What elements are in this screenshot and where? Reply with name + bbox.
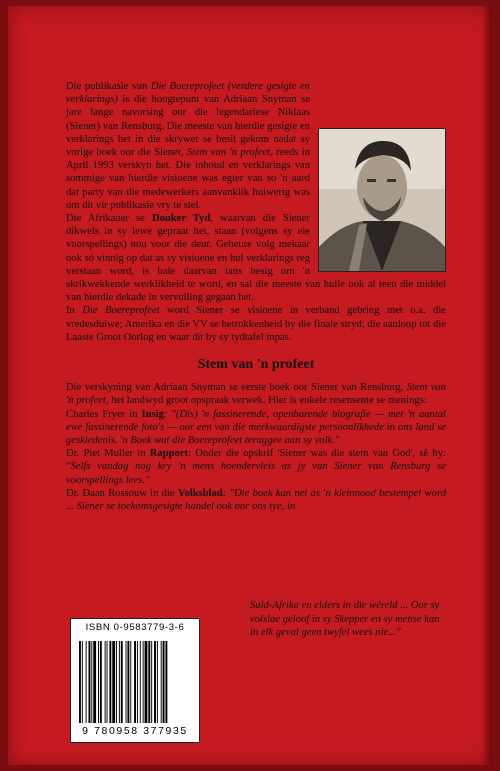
text-run: Die publikasie van [66, 81, 151, 92]
text-run: Die verskyning van Adriaan Snyman se eerste boek oor Siener van Rensburg, [66, 382, 407, 394]
text-run: Die Afrikaner se [66, 213, 152, 225]
book-title: Stem van 'n profeet [66, 382, 446, 407]
reviewer: Charles Fryer in [66, 408, 142, 420]
publication: Rapport [149, 448, 189, 460]
section-heading: Stem van 'n profeet [197, 357, 315, 373]
portrait-image [319, 129, 445, 271]
review-quote: : "(Dis) 'n fassinerende, openbarende biografie — met 'n aantal ewe fassinerende foto's — oor een van die merkwaardigste persoonlikhede in ons land se geskiedenis. 'n Boek wat die Boereprofeet teruggee aan sy volk." [66, 408, 446, 447]
review-2 [66, 447, 446, 487]
barcode-box [70, 618, 200, 743]
author-photo [318, 128, 446, 272]
review-1 [66, 408, 446, 448]
publication: Volksblad [177, 487, 223, 499]
book-title: Stem van 'n profeet [186, 147, 271, 159]
book-title: Die Boereprofeet [82, 305, 160, 317]
text-run: word Siener se visioene in verband gebring met o.a. die vredesduiwe; Amerika en die VV se betrokkenheid by die finale stryd; die aanloop tot die Laaste Groot Oorlog en waar dit by sy tydtafel inpas. [66, 305, 446, 343]
text-run: is die hoogtepunt van Adriaan Snyman se jare lange navorsing oor die legendariese Niklaas (Siener) van Rensburg. Die meeste van hierdie gesigte en verklarings het in die skrywer se besit gekom nadat sy vorige boek oor die Siener, [66, 94, 310, 159]
blurb-text [66, 80, 446, 513]
ean-number: 9 780958 377935 [82, 725, 188, 737]
review-quote: "Selfs vandag nog kry 'n mens hoendervleis as jy van Siener van Rensburg se voorspellings lees." [66, 461, 446, 486]
text-run: , waarvan die Siener dikwels in sy lewe gepraat het, staan (volgens sy eie voorspellings) nou voor die deur. Gebeure volg mekaar ook só vinnig op dat as sy visioene en hul verklarings reg verstaan word, is baie daarvan tans besig om 'n skrikwekkende werklikheid te word, en sal die meeste van hulle ook al teen die middel van hierdie dekade in vervulling gegaan het. [66, 213, 446, 304]
isbn-label: ISBN 0-9583779-3-6 [85, 622, 185, 633]
publication: Insig [141, 408, 164, 420]
text-run: : Onder die opskrif 'Siener was die stem van God', sê hy: [188, 448, 446, 460]
review-3 [66, 487, 446, 513]
emphasis: Donker Tyd [151, 213, 211, 225]
reviewer: Dr. Daan Rossouw in die [66, 487, 178, 499]
review-3-continued: Suid-Afrika en elders in die wêreld ... Oor sy volslae geloof in sy Skepper en sy mense kan in elk geval geen twyfel wees nie..." [250, 600, 440, 639]
text-run: , reeds in April 1993 verskyn het. Die inhoud en verklarings van sommige van hierdie visioene was egter van so 'n aard dat party van die medewerkers aanvanklik huiwerig was om dit vir publikasie vry te stel. [66, 147, 310, 211]
book-title: Die Boereprofeet (verdere gesigte en verklarings) [66, 81, 310, 106]
reviews-intro [66, 381, 446, 407]
spine-shadow [482, 6, 492, 765]
barcode-icon [79, 641, 191, 723]
back-cover [8, 6, 492, 765]
review-quote: : "Die boek kan net as 'n kleinnood bestempel word ... Siener se toekomsgesigte handel ook oor ons tye, in [66, 487, 446, 513]
text-run: , het landwyd groot opspraak verwek. Hier is enkele resensente se menings: [105, 395, 427, 407]
reviewer: Dr. Piet Muller in [66, 448, 150, 460]
paragraph-3 [66, 304, 446, 344]
text-run: In [66, 305, 83, 317]
